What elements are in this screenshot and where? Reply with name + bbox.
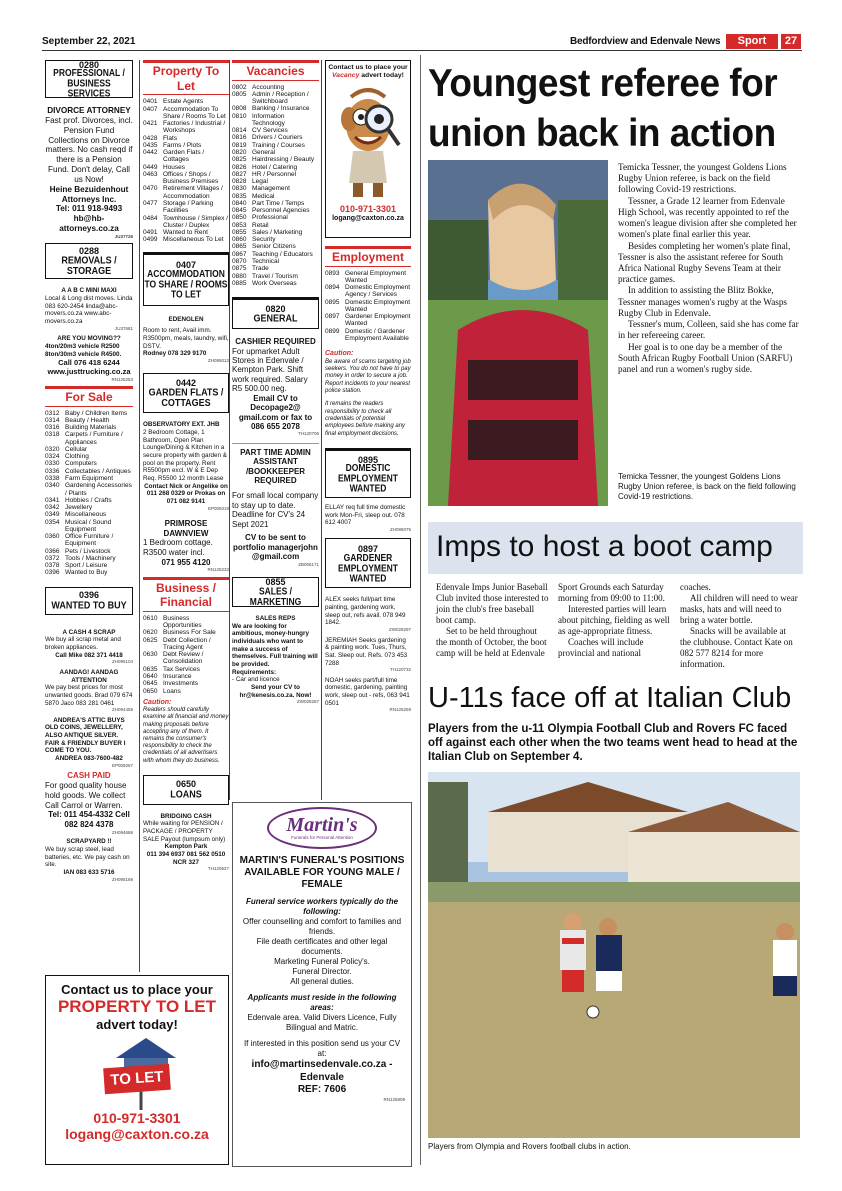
for-sale-heading: For Sale [45,386,133,407]
index-row [325,284,411,299]
index-label: Loans [163,687,181,695]
index-label: Farm Equipment [65,475,114,482]
observatory-ad: OBSERVATORY EXT. JHB 2 Bedroom Cottage, 1 Bathroom, Open Plan Lounge/Dining & Kitchen in a secure property with garden & pool on the property. Rent R5500pm excl. W & E Dep Req. R5500 12 month Lease Contact Nick or Angelike on 011 268 0329 or Prokas on 071 082 9141 EP009319 [143,421,229,511]
index-row [45,468,133,475]
category-number: 0280 [78,59,100,70]
index-number: 0825 [232,156,247,164]
paragraph: Tessner, a Grade 12 learner from Edenvale High School, was recently appointed to ref the women's league division after she completed her women's plate final earlier this year. [618,195,797,240]
index-number: 0428 [143,134,158,142]
category-box-domestic: 0895 DOMESTIC EMPLOYMENT WANTED [325,448,411,498]
index-label: Estate Agents [163,98,204,106]
index-number: 0338 [45,475,60,482]
index-number: 0802 [232,83,247,91]
index-row [325,270,411,285]
index-row [143,236,229,243]
index-number: 0840 [232,199,247,207]
photo-caption: Players from Olympia and Rovers football clubs in action. [428,1142,631,1151]
index-row [143,229,229,236]
duty-item: Offer counselling and comfort to families and friends. [242,917,402,936]
category-box-sales: 0855 SALES / MARKETING [232,577,319,607]
index-label: Security [252,236,276,244]
index-number: 0349 [45,511,60,519]
index-number: 0372 [45,554,60,562]
index-number: 0875 [232,265,247,273]
index-number: 0827 [232,170,247,178]
index-row [325,299,411,314]
cashier-ad: CASHIER REQUIRED For upmarket Adult Stores in Edenvale / Kempton Park. Shift work required. Salary R5 500.00 neg. Email CV to Decopage2@ gmail.com or fax to 086 655 2078 TH120706 [232,337,319,437]
index-row [45,569,133,576]
index-label: Retirement Villages / Accommodation [163,185,223,200]
classifieds-column-3 [232,60,319,705]
index-number: 0880 [232,272,247,280]
index-row [232,149,319,156]
index-number: 0899 [325,327,340,335]
gardener-ads: ALEX seeks full/part time painting, gardening work, sleep out, refs avail. 078 949 1842. ZW028297 JEREMIAH Seeks gardening & painting work. Tues, Thurs, Sat. Sleep out. Refs. 073 453 7288 TH120732 NOAH seeks part/full time domestic, gardening, painting work, sleep out - refs, 063 941 0501 RN125259 [325,596,411,713]
index-number: 0894 [325,284,340,292]
index-number: 0435 [143,141,158,149]
index-label: Tools / Machinery [65,554,116,562]
index-label: Professional [252,214,288,222]
index-label: CV Services [252,127,288,135]
employment-caution: Caution: Be aware of scams targeting job seekers. You do not have to pay money in order to secure a job. Report incidents to your nearest police station. It remains the readers responsibility to check all credentials of potential employees before making any final employment decisions. [325,350,411,437]
category-box-professional [45,60,133,98]
index-number: 0341 [45,496,60,504]
classifieds-column-4 [325,60,411,713]
index-label: Gardener Employment Wanted [345,313,411,328]
index-row [143,673,229,680]
index-number: 0870 [232,258,247,265]
index-number: 0826 [232,163,247,171]
index-number: 0449 [143,163,158,171]
column-divider [321,60,322,800]
duty-item: All general duties. [290,977,354,986]
property-index [143,98,229,243]
index-row [143,666,229,673]
category-box-wanted: 0396 WANTED TO BUY [45,587,133,615]
index-row [232,185,319,192]
index-row [45,504,133,511]
index-row [45,533,133,548]
index-label: Domestic Employment Wanted [345,298,411,313]
index-number: 0830 [232,185,247,193]
page-number: 27 [781,34,801,49]
to-let-sign-icon: TO LET [46,1032,228,1110]
duties-list [239,917,405,987]
index-label: General [252,149,276,157]
index-row [232,229,319,236]
index-number: 0470 [143,185,158,193]
index-number: 0897 [325,313,340,321]
index-label: Computers [65,460,97,468]
index-label: Debt Collection / Tracing Agent [163,636,211,651]
index-row [325,313,411,328]
story1-body [618,162,803,375]
index-label: Offices / Shops / Business Premises [163,170,219,186]
section-tab: Sport [726,34,778,49]
headline: Imps to host a boot camp [436,530,773,563]
index-label: Baby / Children Items [65,409,128,417]
index-label: Training / Courses [252,141,305,149]
index-row [232,273,319,280]
index-label: Townhouse / Simplex / Cluster / Duplex [163,214,229,229]
wanted-ads: A CASH 4 SCRAP We buy all scrap metal and broken appliances. Call Mike 082 371 4418 ZH095104 AANDAG! AANDAG ATTENTION We pay best prices for most unwanted goods. Brad 079 674 5870 Jaco 083 281 0461 ZH094459 ANDREA'S ATTIC BUYS OLD COINS, JEWELLERY, ALSO ANTIQUE SILVER. FAIR & FRIENDLY BUYER I COME TO YOU. ANDREA 083-7600-482 EP009267 CASH PAID For good quality house hold goods. We collect Call Carrol or Warren. Tel: 011 454-4332 Cell 082 824 4378 ZH094686 SCRAPYARD !! We buy scrap steel, lead batteries, etc. We pay cash on site. IAN 083 633 5716 ZH095169 [45,628,133,882]
story2-col3: coaches. All children will need to wear masks, hats and will need to bring a water bottle. Snacks will be available at the clubhouse. Contact Kate on 082 577 8214 for more information. [680,582,798,669]
index-row [45,482,133,497]
headline: Youngest referee for union back in action [428,61,778,155]
index-row [45,410,133,417]
paragraph: Temicka Tessner, the youngest Goldens Lions Rugby Union referee, is back on the field following Covid-19 restrictions. [618,162,787,195]
index-row [45,417,133,424]
index-label: Sales / Marketing [252,228,303,236]
index-row [143,200,229,215]
index-label: Sport / Leisure [65,562,108,570]
index-number: 0366 [45,547,60,555]
index-label: Factories / Industrial / Workshops [163,120,226,135]
index-number: 0865 [232,243,247,251]
index-number: 0463 [143,170,158,178]
index-number: 0895 [325,298,340,306]
column-divider [139,60,140,972]
index-number: 0336 [45,467,60,475]
index-label: Part Time / Temps [252,199,305,207]
story-u11 [428,680,803,764]
index-number: 0407 [143,105,158,113]
classifieds-column-2 [143,60,229,872]
index-number: 0340 [45,482,60,490]
index-row [232,178,319,185]
index-row [45,497,133,504]
index-number: 0360 [45,533,60,541]
publication-name: Bedfordview and Edenvale News [570,36,721,47]
index-label: Miscellaneous To Let [163,236,224,244]
index-row [45,562,133,569]
removals-ad: A A B C MINI MAXI Local & Long dist moves. Linda 083 620-2454 linda@abc-movers.co.za www.abc-movers.co.za JU37681 ARE YOU MOVING?? 4ton/20m3 vehicle R2500 8ton/30m3 vehicle R4500. Call 076 418 6244 www.justtrucking.co.za RN125253 [45,287,133,382]
index-row [232,251,319,258]
index-label: Insurance [163,673,192,681]
index-label: Garden Flats / Cottages [163,149,205,164]
ellay-ad: ELLAY req full time domestic work Mon-Fri, sleep out. 078 612 4007 ZH095075 [325,503,411,532]
headline: U-11s face off at Italian Club [428,682,792,714]
index-row [143,149,229,164]
index-label: Legal [252,178,268,186]
index-label: Miscellaneous [65,511,107,519]
story2-col1: Edenvale Imps Junior Baseball Club invited those interested to join the club's free baseball boot camp. Set to be held throughout the month of October, the boot camp will be held at Edenvale [436,582,549,658]
index-number: 0810 [232,112,247,120]
index-number: 0625 [143,636,158,644]
index-label: Storage / Parking Facilities [163,199,214,215]
duty-item: File death certificates and other legal documents. [256,937,388,956]
index-number: 0635 [143,665,158,673]
index-label: Hobbies / Crafts [65,496,112,504]
index-number: 0354 [45,518,60,526]
index-row [232,200,319,207]
index-label: Office Furniture / Equipment [65,533,114,548]
category-box-loans: 0650 LOANS [143,775,229,805]
index-number: 0401 [143,98,158,106]
vacancies-index [232,84,319,287]
story2-col2: Sport Grounds each Saturday morning from 09:00 to 11:00. Interested parties will learn about pitching, fielding as well as age-appropriate fitness. Coaches will include provincial and national [558,582,670,658]
index-row [143,637,229,652]
index-number: 0320 [45,445,60,453]
index-row [325,328,411,343]
issue-date: September 22, 2021 [42,36,136,47]
business-index [143,615,229,695]
index-label: Carpets / Furniture / Appliances [65,431,123,446]
index-row [232,156,319,163]
index-number: 0816 [232,134,247,142]
index-row [232,243,319,250]
index-row [143,106,229,121]
index-label: Tax Services [163,665,200,673]
index-label: Trade [252,265,269,273]
duty-item: Marketing Funeral Policy's. [274,957,370,966]
index-label: Accommodation To Share / Rooms To Let [163,105,226,120]
index-label: Business Opportunities [163,614,202,630]
index-label: Technical [252,258,280,265]
property-heading: Property To Let [143,60,229,95]
index-label: Wanted to Buy [65,569,108,577]
index-number: 0378 [45,562,60,570]
index-row [143,615,229,630]
category-box-gardener: 0897 GARDENER EMPLOYMENT WANTED [325,538,411,588]
index-label: Personnel Agencies [252,207,310,215]
business-heading: Business / Financial [143,577,229,612]
index-label: Retail [252,221,269,229]
index-number: 0316 [45,424,60,432]
index-label: Cellular [65,445,88,453]
index-label: Hairdressing / Beauty [252,156,315,164]
index-number: 0324 [45,453,60,461]
index-label: Banking / Insurance [252,105,310,113]
for-sale-index [45,410,133,577]
index-number: 0630 [143,651,158,659]
index-label: Hotel / Catering [252,163,298,171]
photo-caption: Temicka Tessner, the youngest Goldens Lions Rugby Union referee, is back on the field following Covid-19 restrictions. [618,472,796,501]
index-row [232,84,319,91]
index-number: 0499 [143,236,158,244]
index-row [143,651,229,666]
index-label: Beauty / Health [65,416,110,424]
paragraph: Her goal is to one day be a member of the South African Rugby Football Union (SARFU) panel and run a women's rugby side. [618,341,793,374]
header-rule [42,50,802,51]
index-label: Investments [163,680,199,688]
index-label: General Employment Wanted [345,269,407,284]
divorce-ad: DIVORCE ATTORNEY Fast prof. Divorces, incl. Pension Fund Collections on Divorce matters. No cash reqd if there is a Pension Fund. Don't delay, Call us Now! Heine Bezuidenhout Attorneys Inc. Tel: 011 918-9493 hb@hb-attorneys.co.za JU37726 [45,106,133,239]
index-number: 0893 [325,269,340,277]
parttime-ad: PART TIME ADMIN ASSISTANT /BOOKKEEPER REQUIRED For small local company to stay up to date. Deadline for CV's 24 Sept 2021 CV to be sent to portfolio managerjohn @gmail.com ZB006171 [232,443,319,567]
index-label: Accounting [252,83,285,91]
index-row [232,214,319,221]
index-label: Domestic Employment Agency / Services [345,284,411,299]
column-divider [229,60,230,800]
index-label: Musical / Sound Equipment [65,518,112,533]
index-number: 0610 [143,614,158,622]
primrose-ad: PRIMROSE DAWNVIEW 1 Bedroom cottage. R3500 water incl. 071 955 4120 RN125232 [143,519,229,573]
edenglen-ad: EDENGLEN Room to rent, Avail imm. R3500pm, meals, laundry, wifi, DSTV. Rodney 078 329 9170 ZH095012 [143,315,229,363]
index-label: Gardening Accessories / Plants [65,482,132,497]
story-imps-banner [428,522,803,574]
index-label: Collectables / Antiques [65,467,131,475]
index-row [232,280,319,287]
index-row [232,193,319,200]
employment-heading: Employment [325,246,411,267]
martins-logo: Martin's Funerals for Personal Attention [267,807,377,849]
index-number: 0860 [232,236,247,244]
index-number: 0330 [45,460,60,468]
section-divider [420,55,421,1165]
index-number: 0318 [45,431,60,439]
index-row [143,142,229,149]
index-label: Medical [252,192,275,200]
index-label: Wanted to Rent [163,229,208,237]
vacancy-ad-box: Contact us to place your Vacancy advert today! 010-971-3301 logang@caxton.co.za [325,60,411,238]
index-row [45,460,133,467]
index-row [232,265,319,272]
index-number: 0421 [143,120,158,128]
index-row [232,171,319,178]
index-row [143,164,229,171]
category-box-garden-flats: 0442 GARDEN FLATS / COTTAGES [143,373,229,413]
index-label: Domestic / Gardener Employment Available [345,327,409,343]
index-label: Drivers / Couriers [252,134,303,142]
index-row [232,113,319,128]
bridging-ad: BRIDGING CASH While waiting for PENSION / PACKAGE / PROPERTY SALE Payout (lumpsum only) Kempton Park 011 394 6937 081 562 0510 NCR 327 TH120627 [143,812,229,872]
index-row [45,424,133,431]
index-row [143,135,229,142]
index-label: Building Materials [65,424,117,432]
index-label: Admin / Reception / Switchboard [252,90,309,106]
index-number: 0820 [232,149,247,157]
index-label: Business For Sale [163,629,216,637]
paragraph: Tessner's mum, Colleen, said she has come far in her refereeing career. [618,319,799,341]
paragraph: Besides completing her women's plate final, Tessner is also the assistant referee for South Africa National Rugby Sevens Team at their practice games. [618,240,791,285]
paragraph: In addition to assisting the Blitz Bokke, Tessner manages women's rugby at the Wasps Rugby Club in Edenvale. [618,285,788,318]
index-number: 0484 [143,214,158,222]
index-row [143,688,229,695]
index-label: Pets / Livestock [65,547,111,555]
employment-index [325,270,411,343]
story-youngest-referee [428,58,803,154]
classifieds-column-1 [45,60,133,882]
index-row [232,236,319,243]
index-row [143,120,229,135]
index-row [45,548,133,555]
category-box-removals: 0288 REMOVALS / STORAGE [45,243,133,279]
vacancies-heading: Vacancies [232,60,319,81]
index-row [45,519,133,534]
index-number: 0396 [45,569,60,577]
category-box-general: 0820 GENERAL [232,297,319,329]
index-number: 0885 [232,279,247,287]
index-row [232,258,319,265]
index-row [232,91,319,106]
story3-intro: Players from the u-11 Olympia Football Club and Rovers FC faced off against each other when the two teams went head to head at the Italian Club on September 4. [428,723,798,764]
index-row [232,222,319,229]
football-photo [428,772,800,1138]
index-row [45,475,133,482]
category-title: PROFESSIONAL / BUSINESS SERVICES [53,67,125,100]
index-number: 0855 [232,228,247,236]
index-label: Senior Citizens [252,243,296,251]
index-number: 0640 [143,673,158,681]
index-label: Houses [163,163,186,171]
index-label: Management [252,185,290,193]
index-row [45,453,133,460]
index-row [143,185,229,200]
index-number: 0342 [45,504,60,512]
index-row [232,127,319,134]
index-row [232,105,319,112]
index-row [232,164,319,171]
index-row [143,171,229,186]
index-row [45,511,133,518]
index-label: Clothing [65,453,89,461]
detective-mascot-icon [333,83,403,201]
sales-reps-ad: SALES REPS We are looking for ambitious, money-hungry individuals who want to make a success of themselves. Full training will be provided. Requirements: - Car and licence Send your CV to hr@kenesis.co.za. Now! ZW028287 [232,614,319,705]
index-number: 0620 [143,629,158,637]
index-number: 0835 [232,192,247,200]
referee-photo [428,160,608,506]
category-box-accommodation: 0407 ACCOMMODATION TO SHARE / ROOMS TO LET [143,252,229,306]
property-ad-box: Contact us to place your PROPERTY TO LET advert today! TO LET 010-971-3301 logang@caxton.co.za [45,975,229,1165]
index-label: Jewellery [65,504,93,512]
duty-item: Funeral Director. [292,967,352,976]
index-label: Information Technology [252,112,285,127]
index-label: Teaching / Educators [252,250,313,258]
index-row [232,142,319,149]
index-number: 0808 [232,105,247,113]
index-row [143,98,229,105]
index-label: Flats [163,134,178,142]
index-number: 0819 [232,141,247,149]
index-number: 0828 [232,178,247,186]
index-number: 0645 [143,680,158,688]
index-row [143,629,229,636]
finance-caution: Caution: Readers should carefully examine all financial and money making proposals before accepting any of them. It remains the consumer's responsibility to check the credentials of all advertisers with whom they do business. [143,698,229,764]
index-number: 0650 [143,687,158,695]
index-number: 0805 [232,90,247,98]
index-number: 0477 [143,199,158,207]
index-row [45,446,133,453]
index-number: 0312 [45,409,60,417]
index-number: 0314 [45,416,60,424]
index-row [232,207,319,214]
index-row [143,680,229,687]
index-number: 0845 [232,207,247,215]
index-row [45,431,133,446]
martins-funeral-ad: Martin's Funerals for Personal Attention MARTIN'S FUNERAL'S POSITIONS AVAILABLE FOR YOUNG MALE / FEMALE Funeral service workers typically do the following: Offer counselling and comfort to families and friends. File death certificates and other legal documents. Marketing Funeral Policy's. Funeral Director. All general duties. Applicants must reside in the following areas: Edenvale area. Valid Divers Licence, Fully Bilingual and Matric. If interested in this position send us your CV at: info@martinsedenvale.co.za - Edenvale REF: 7606 RN125809 [232,802,412,1167]
index-number: 0491 [143,229,158,237]
index-label: Debt Review / Consolidation [163,651,204,666]
index-number: 0442 [143,149,158,157]
index-number: 0867 [232,250,247,258]
index-row [232,134,319,141]
index-row [45,555,133,562]
index-number: 0814 [232,127,247,135]
index-label: Farms / Plots [163,141,202,149]
index-label: HR / Personnel [252,170,297,178]
index-label: Work Overseas [252,279,297,287]
index-label: Travel / Tourism [252,272,298,280]
index-number: 0850 [232,214,247,222]
index-row [143,215,229,230]
index-number: 0853 [232,221,247,229]
